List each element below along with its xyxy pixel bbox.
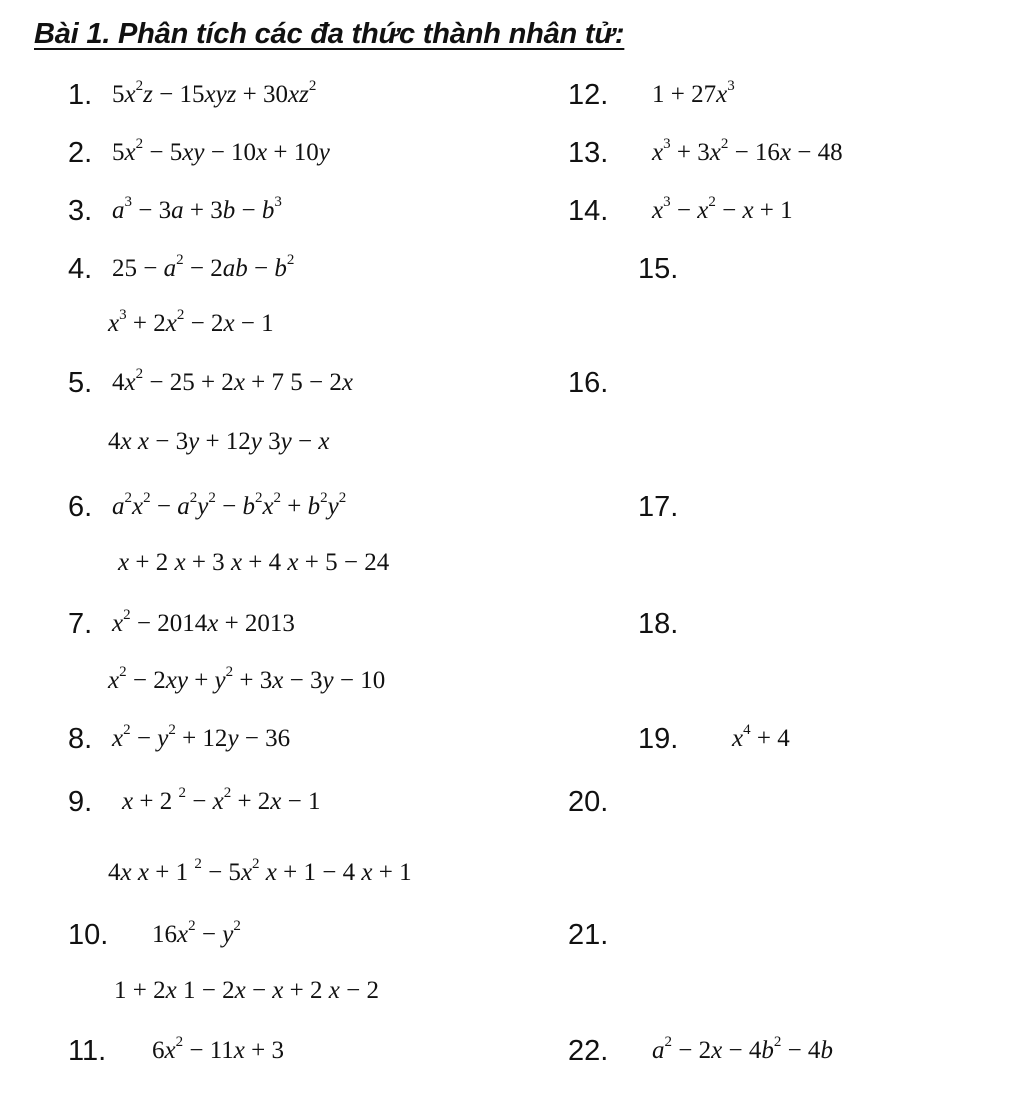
problem-number-14: 14. xyxy=(568,195,609,227)
problem-expression-22: $a^2 - 2x - 4b^2 - 4b$ xyxy=(652,1034,833,1064)
problem-number-1: 1. xyxy=(68,79,93,111)
problem-number-13: 13. xyxy=(568,137,609,169)
problem-number-5: 5. xyxy=(68,367,93,399)
problem-expression-16: 4x x − 3y + 12y 3y − x xyxy=(108,428,330,455)
problem-expression-10: $16x^2 - y^2$ xyxy=(152,918,241,948)
problem-number-22: 22. xyxy=(568,1035,609,1067)
problem-number-7: 7. xyxy=(68,608,93,640)
problem-expression-19: $x^4 + 4$ xyxy=(732,722,790,752)
problem-expression-20: 4x x + 1 $^2 - 5x^2$ x + 1 − 4 x + 1 xyxy=(108,856,412,886)
problem-number-12: 12. xyxy=(568,79,609,111)
problem-number-9: 9. xyxy=(68,786,93,818)
problem-expression-8: $x^2 - y^2 + 12y - 36$ xyxy=(112,722,291,752)
problem-expression-11: $6x^2 - 11x + 3$ xyxy=(152,1034,284,1064)
problem-number-11: 11. xyxy=(68,1035,107,1067)
problem-number-17: 17. xyxy=(638,491,679,523)
problem-number-20: 20. xyxy=(568,786,609,818)
problem-expression-21: 1 + 2x 1 − 2x − x + 2 x − 2 xyxy=(114,977,379,1004)
problem-expression-15: $x^3 + 2x^2 - 2x - 1$ xyxy=(108,307,274,337)
problem-number-6: 6. xyxy=(68,491,93,523)
problem-expression-18: $x^2 - 2xy + y^2 + 3x - 3y - 10$ xyxy=(108,664,386,694)
problem-expression-3: $a^3 - 3a + 3b - b^3$ xyxy=(112,194,282,224)
problem-expression-5: $4x^2 - 25 + 2x + 7$ 5 − 2x xyxy=(112,366,353,396)
problem-expression-12: $1 + 27x^3$ xyxy=(652,78,735,108)
problem-expression-2: $5x^2 - 5xy - 10x + 10y$ xyxy=(112,136,330,166)
problem-expression-7: $x^2 - 2014x + 2013$ xyxy=(112,607,295,637)
problem-expression-6: $a^2x^2 - a^2y^2 - b^2x^2 + b^2y^2$ xyxy=(112,490,347,520)
problem-number-18: 18. xyxy=(638,608,679,640)
problem-number-15: 15. xyxy=(638,253,679,285)
problem-number-19: 19. xyxy=(638,723,679,755)
problem-number-4: 4. xyxy=(68,253,93,285)
problem-expression-9: x + 2 $^2 - x^2 + 2x - 1$ xyxy=(122,785,321,815)
exercise-title: Bài 1. Phân tích các đa thức thành nhân tử: xyxy=(34,18,625,50)
problem-number-10: 10. xyxy=(68,919,109,951)
problem-expression-13: $x^3 + 3x^2 - 16x - 48$ xyxy=(652,136,843,166)
problem-expression-1: $5x^2z - 15xyz + 30xz^2$ xyxy=(112,78,317,108)
problem-expression-17: x + 2 x + 3 x + 4 x + 5 − 24 xyxy=(118,549,390,576)
problem-number-16: 16. xyxy=(568,367,609,399)
problem-number-3: 3. xyxy=(68,195,93,227)
problem-number-2: 2. xyxy=(68,137,93,169)
problem-expression-14: $x^3 - x^2 - x + 1$ xyxy=(652,194,793,224)
problem-expression-4: $25 - a^2 - 2ab - b^2$ xyxy=(112,252,295,282)
problem-number-8: 8. xyxy=(68,723,93,755)
problem-number-21: 21. xyxy=(568,919,609,951)
